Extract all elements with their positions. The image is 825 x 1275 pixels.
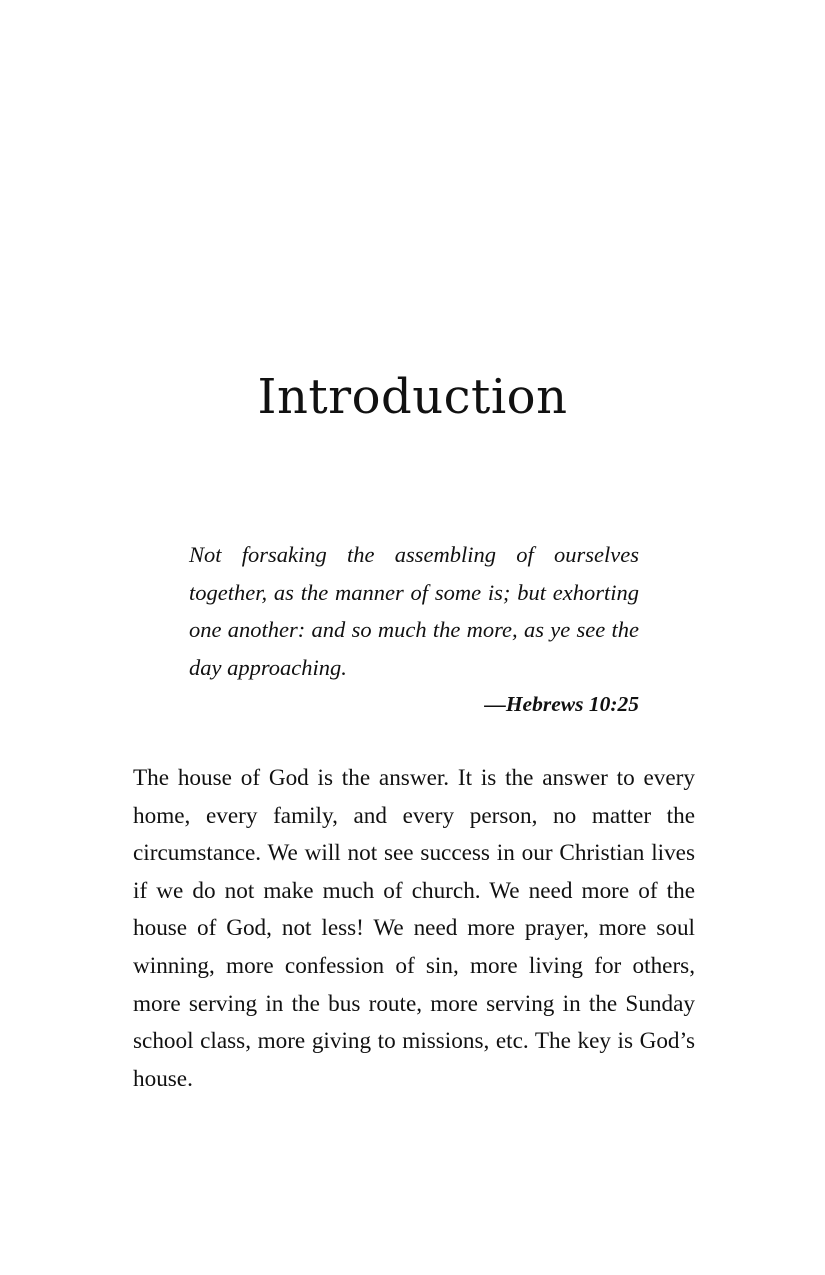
chapter-title: Introduction xyxy=(257,369,568,425)
epigraph-quote: Not forsaking the assembling of ourselves together, as the manner of some is; but exhorting one another: and so much the more, as ye see the day approaching. xyxy=(189,542,639,681)
body-paragraph: The house of God is the answer. It is the answer to every home, every family, and every person, no matter the circumstance. We will not see success in our Christian lives if we do not make much of church. We need more of the house of God, not less! We need more prayer, more soul winning, more confession of sin, more living for others, more serving in the bus route, more serving in the Sunday school class, more giving to missions, etc. The key is God’s house. xyxy=(133,765,695,1092)
epigraph-citation: —Hebrews 10:25 xyxy=(484,691,639,716)
epigraph xyxy=(189,536,639,719)
